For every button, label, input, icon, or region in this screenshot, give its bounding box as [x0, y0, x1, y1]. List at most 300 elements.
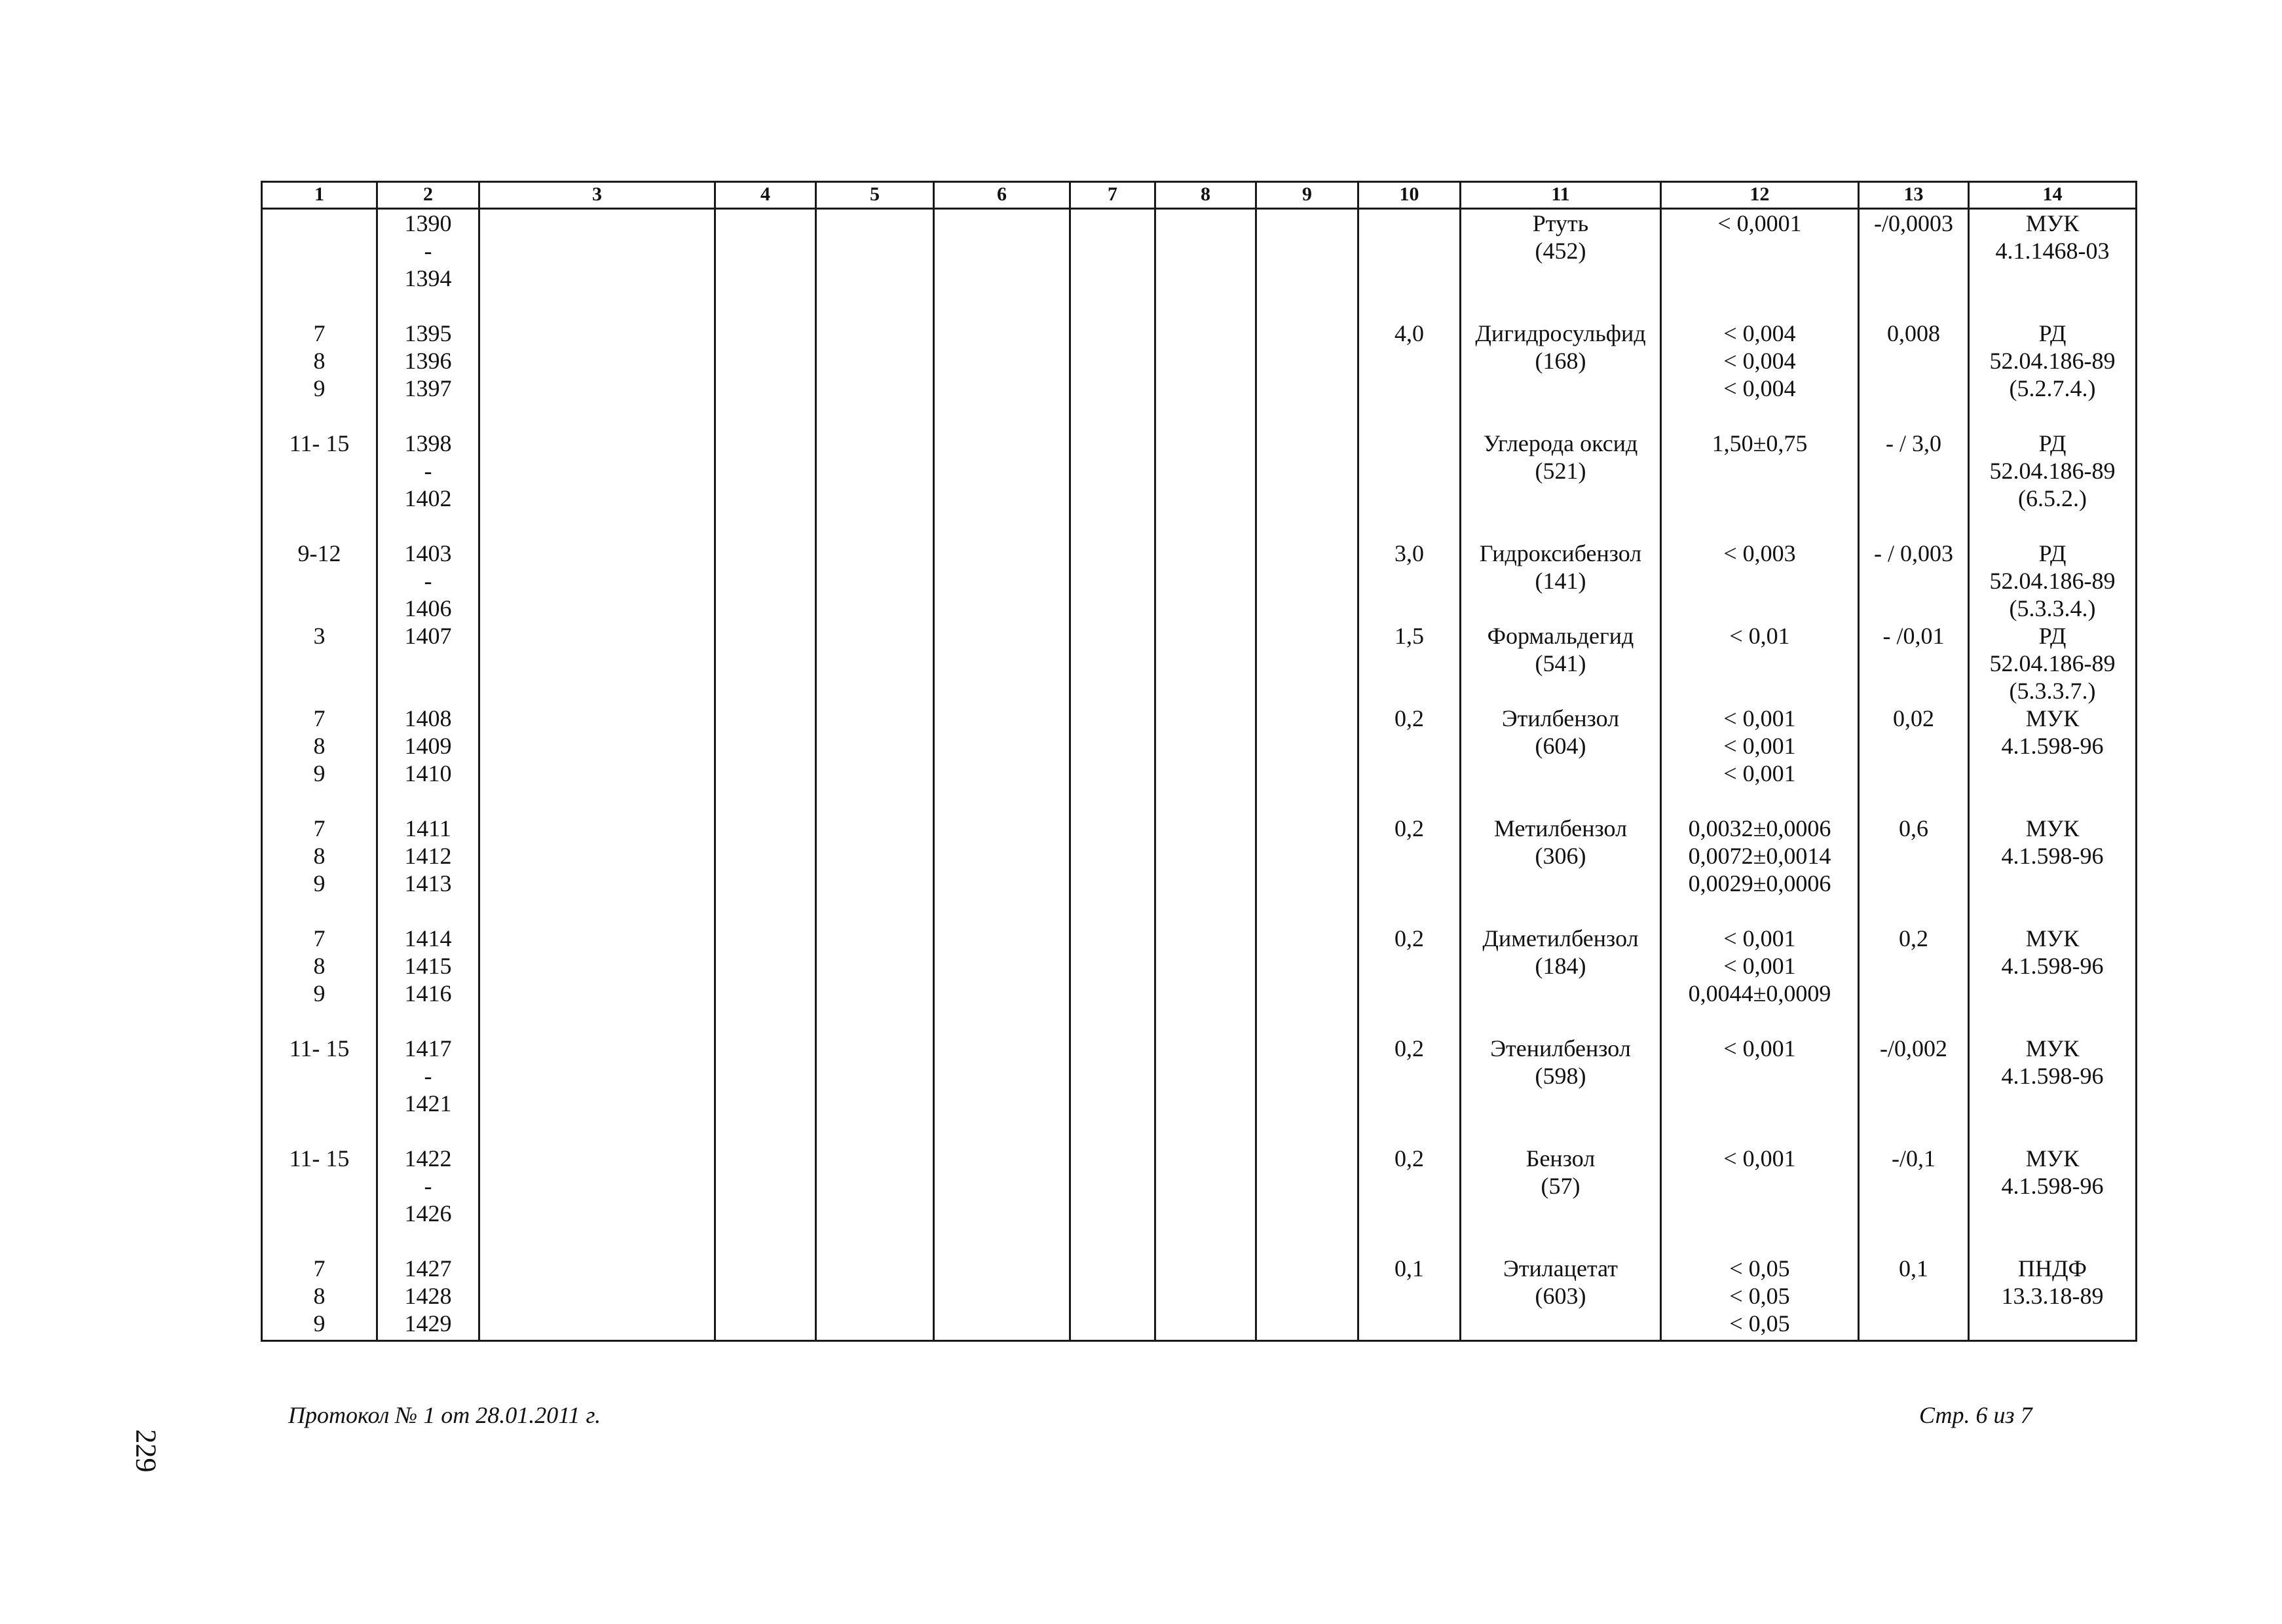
cell-col-9	[1256, 815, 1358, 925]
cell-line: МУК	[2025, 210, 2080, 236]
cell-line: Дигидросульфид	[1475, 320, 1646, 346]
cell-line: (141)	[1535, 568, 1586, 594]
table-header-row	[262, 182, 2137, 209]
cell-col-5	[816, 815, 934, 925]
cell-line: < 0,003	[1723, 540, 1796, 566]
cell-col-11	[1461, 540, 1661, 622]
cell-line: 1406	[404, 595, 452, 621]
cell-col-8	[1155, 209, 1256, 320]
cell-col-4	[715, 1145, 816, 1255]
cell-line: < 0,05	[1729, 1283, 1790, 1309]
cell-col-3	[479, 1255, 715, 1341]
cell-col-12	[1661, 1145, 1859, 1255]
cell-col-12	[1661, 430, 1859, 540]
cell-line: 4.1.598-96	[2001, 1063, 2104, 1089]
column-header-6: 6	[934, 182, 1070, 209]
cell-col-9	[1256, 540, 1358, 622]
column-header-11: 11	[1461, 182, 1661, 209]
cell-col-13	[1859, 925, 1969, 1035]
cell-col-2	[377, 1255, 479, 1341]
cell-col-11	[1461, 815, 1661, 925]
cell-col-13	[1859, 1035, 1969, 1145]
cell-col-6	[934, 1145, 1070, 1255]
column-header-4: 4	[715, 182, 816, 209]
cell-line: (168)	[1535, 348, 1586, 374]
cell-col-5	[816, 1035, 934, 1145]
cell-col-11	[1461, 1255, 1661, 1341]
cell-col-3	[479, 430, 715, 540]
cell-line: < 0,001	[1723, 953, 1796, 979]
cell-col-8	[1155, 1035, 1256, 1145]
cell-line: МУК	[2025, 815, 2080, 841]
cell-col-13	[1859, 1145, 1969, 1255]
cell-col-4	[715, 320, 816, 430]
cell-col-10	[1358, 1035, 1461, 1145]
cell-col-6	[934, 815, 1070, 925]
cell-line: -	[424, 1173, 432, 1199]
cell-col-8	[1155, 1145, 1256, 1255]
cell-col-2	[377, 1035, 479, 1145]
cell-col-1	[262, 815, 377, 925]
cell-col-7	[1070, 540, 1155, 622]
cell-line: -	[424, 1063, 432, 1089]
cell-line: (541)	[1535, 650, 1586, 676]
cell-col-10	[1358, 540, 1461, 622]
table-row	[262, 815, 2137, 925]
cell-line: 52.04.186-89	[1989, 650, 2116, 676]
cell-col-10	[1358, 622, 1461, 705]
cell-line: Бензол	[1525, 1145, 1596, 1172]
cell-col-10	[1358, 1255, 1461, 1341]
cell-line: 7	[313, 925, 326, 951]
cell-col-6	[934, 209, 1070, 320]
cell-line: 4.1.1468-03	[1995, 238, 2110, 264]
cell-col-5	[816, 705, 934, 815]
cell-col-5	[816, 1145, 934, 1255]
cell-line: < 0,001	[1723, 1035, 1796, 1061]
cell-col-2	[377, 320, 479, 430]
cell-col-1	[262, 1145, 377, 1255]
cell-col-1	[262, 622, 377, 705]
cell-col-4	[715, 622, 816, 705]
cell-col-7	[1070, 705, 1155, 815]
column-header-5: 5	[816, 182, 934, 209]
cell-col-14	[1969, 925, 2137, 1035]
cell-col-14	[1969, 320, 2137, 430]
cell-col-13	[1859, 815, 1969, 925]
cell-col-14	[1969, 430, 2137, 540]
cell-col-10	[1358, 815, 1461, 925]
table-row	[262, 1035, 2137, 1145]
data-table	[261, 181, 2137, 1342]
cell-col-9	[1256, 622, 1358, 705]
cell-line: 0,2	[1899, 925, 1928, 951]
cell-col-4	[715, 209, 816, 320]
table-row	[262, 925, 2137, 1035]
cell-line: < 0,0001	[1717, 210, 1802, 236]
cell-line: 1428	[404, 1283, 452, 1309]
cell-line: -/0,0003	[1874, 210, 1953, 236]
cell-col-12	[1661, 705, 1859, 815]
cell-line: Формальдегид	[1487, 623, 1634, 649]
cell-col-11	[1461, 209, 1661, 320]
cell-line: 1422	[404, 1145, 452, 1172]
cell-line: 0,02	[1893, 705, 1934, 731]
cell-col-12	[1661, 540, 1859, 622]
cell-col-2	[377, 705, 479, 815]
cell-col-4	[715, 1255, 816, 1341]
cell-line: < 0,004	[1723, 375, 1796, 401]
cell-line: 1416	[404, 980, 452, 1006]
cell-col-8	[1155, 622, 1256, 705]
cell-line: (306)	[1535, 843, 1586, 869]
table-row	[262, 1145, 2137, 1255]
cell-line: 0,2	[1394, 705, 1424, 731]
cell-col-3	[479, 320, 715, 430]
cell-col-6	[934, 925, 1070, 1035]
cell-col-5	[816, 320, 934, 430]
cell-line: 11- 15	[289, 430, 350, 456]
cell-line: 0,0044±0,0009	[1688, 980, 1831, 1006]
cell-line: - / 0,003	[1874, 540, 1953, 566]
cell-line: ПНДФ	[2018, 1255, 2087, 1282]
cell-col-6	[934, 622, 1070, 705]
cell-line: (184)	[1535, 953, 1586, 979]
cell-col-11	[1461, 320, 1661, 430]
cell-col-11	[1461, 1035, 1661, 1145]
cell-col-4	[715, 705, 816, 815]
cell-line: 1413	[404, 870, 452, 896]
cell-col-14	[1969, 1255, 2137, 1341]
cell-col-10	[1358, 209, 1461, 320]
cell-col-9	[1256, 1255, 1358, 1341]
cell-col-7	[1070, 622, 1155, 705]
cell-col-7	[1070, 815, 1155, 925]
cell-line: 13.3.18-89	[2001, 1283, 2104, 1309]
cell-col-7	[1070, 430, 1155, 540]
cell-line: 9-12	[297, 540, 341, 566]
cell-col-2	[377, 430, 479, 540]
cell-line: (5.3.3.7.)	[2009, 678, 2096, 704]
cell-col-14	[1969, 622, 2137, 705]
cell-col-11	[1461, 1145, 1661, 1255]
cell-line: 1409	[404, 733, 452, 759]
cell-col-8	[1155, 815, 1256, 925]
cell-col-1	[262, 705, 377, 815]
cell-line: Ртуть	[1532, 210, 1589, 236]
cell-line: Этилацетат	[1503, 1255, 1618, 1282]
cell-col-14	[1969, 1145, 2137, 1255]
cell-col-2	[377, 925, 479, 1035]
cell-line: 1417	[404, 1035, 452, 1061]
cell-col-9	[1256, 209, 1358, 320]
cell-col-6	[934, 430, 1070, 540]
cell-line: 7	[313, 320, 326, 346]
cell-col-12	[1661, 320, 1859, 430]
cell-line: Этилбензол	[1501, 705, 1620, 731]
cell-col-12	[1661, 815, 1859, 925]
cell-line: Метилбензол	[1493, 815, 1628, 841]
cell-col-1	[262, 925, 377, 1035]
cell-line: -	[424, 458, 432, 484]
column-header-3: 3	[479, 182, 715, 209]
protocol-footer: Протокол № 1 от 28.01.2011 г.	[288, 1402, 601, 1428]
cell-col-10	[1358, 320, 1461, 430]
cell-line: 8	[313, 953, 326, 979]
cell-line: < 0,004	[1723, 320, 1796, 346]
cell-col-4	[715, 430, 816, 540]
cell-line: 1390	[404, 210, 452, 236]
cell-line: 0,1	[1899, 1255, 1928, 1282]
cell-line: (5.3.3.4.)	[2009, 595, 2096, 621]
cell-line: Углерода оксид	[1483, 430, 1638, 456]
cell-line: (604)	[1535, 733, 1586, 759]
cell-col-14	[1969, 705, 2137, 815]
cell-col-14	[1969, 815, 2137, 925]
cell-col-4	[715, 815, 816, 925]
cell-col-5	[816, 925, 934, 1035]
cell-line: (521)	[1535, 458, 1586, 484]
cell-col-8	[1155, 1255, 1256, 1341]
cell-col-6	[934, 705, 1070, 815]
cell-col-7	[1070, 925, 1155, 1035]
cell-line: < 0,05	[1729, 1255, 1790, 1282]
cell-line: Этенилбензол	[1490, 1035, 1631, 1061]
cell-line: 7	[313, 1255, 326, 1282]
cell-line: 0,1	[1394, 1255, 1424, 1282]
cell-col-12	[1661, 925, 1859, 1035]
cell-col-13	[1859, 540, 1969, 622]
cell-line: 1429	[404, 1310, 452, 1337]
cell-line: 1426	[404, 1200, 452, 1227]
cell-line: - /0,01	[1882, 623, 1945, 649]
cell-line: < 0,001	[1723, 925, 1796, 951]
cell-col-13	[1859, 209, 1969, 320]
page-of-pages: Стр. 6 из 7	[1919, 1402, 2032, 1428]
cell-col-12	[1661, 622, 1859, 705]
cell-line: 52.04.186-89	[1989, 458, 2116, 484]
cell-col-11	[1461, 622, 1661, 705]
cell-col-5	[816, 540, 934, 622]
cell-col-1	[262, 540, 377, 622]
cell-line: МУК	[2025, 1145, 2080, 1172]
column-header-12: 12	[1661, 182, 1859, 209]
cell-line: -	[424, 238, 432, 264]
cell-line: 0,0072±0,0014	[1688, 843, 1831, 869]
cell-line: МУК	[2025, 705, 2080, 731]
cell-line: 4,0	[1394, 320, 1424, 346]
cell-col-7	[1070, 1255, 1155, 1341]
cell-col-6	[934, 540, 1070, 622]
cell-line: 11- 15	[289, 1035, 350, 1061]
column-header-1: 1	[262, 182, 377, 209]
cell-line: 1414	[404, 925, 452, 951]
cell-col-3	[479, 540, 715, 622]
cell-line: 1407	[404, 623, 452, 649]
table-row	[262, 540, 2137, 622]
cell-line: 4.1.598-96	[2001, 1173, 2104, 1199]
cell-col-2	[377, 540, 479, 622]
cell-col-14	[1969, 540, 2137, 622]
cell-line: РД	[2038, 430, 2067, 456]
cell-line: 1394	[404, 265, 452, 291]
cell-line: 0,2	[1394, 1145, 1424, 1172]
cell-col-8	[1155, 430, 1256, 540]
cell-col-12	[1661, 1255, 1859, 1341]
cell-col-1	[262, 1255, 377, 1341]
cell-line: 1408	[404, 705, 452, 731]
cell-col-9	[1256, 1145, 1358, 1255]
cell-line: МУК	[2025, 1035, 2080, 1061]
cell-line: 9	[313, 980, 326, 1006]
cell-col-5	[816, 1255, 934, 1341]
cell-col-11	[1461, 925, 1661, 1035]
cell-line: 0,2	[1394, 925, 1424, 951]
cell-line: < 0,001	[1723, 733, 1796, 759]
cell-line: 1403	[404, 540, 452, 566]
cell-line: 8	[313, 1283, 326, 1309]
cell-line: -/0,1	[1892, 1145, 1936, 1172]
column-header-14: 14	[1969, 182, 2137, 209]
cell-col-4	[715, 1035, 816, 1145]
cell-line: 1412	[404, 843, 452, 869]
cell-col-2	[377, 209, 479, 320]
cell-line: 1415	[404, 953, 452, 979]
cell-line: (598)	[1535, 1063, 1586, 1089]
cell-line: 9	[313, 870, 326, 896]
cell-col-2	[377, 622, 479, 705]
cell-line: 1411	[405, 815, 451, 841]
cell-line: 0,0032±0,0006	[1688, 815, 1831, 841]
cell-line: РД	[2038, 623, 2067, 649]
table-row	[262, 622, 2137, 705]
table-body	[262, 209, 2137, 1341]
cell-col-3	[479, 705, 715, 815]
cell-line: 9	[313, 760, 326, 786]
cell-col-3	[479, 1145, 715, 1255]
cell-line: 4.1.598-96	[2001, 953, 2104, 979]
cell-line: РД	[2038, 320, 2067, 346]
cell-line: 1397	[404, 375, 452, 401]
cell-line: 8	[313, 843, 326, 869]
cell-line: 1398	[404, 430, 452, 456]
cell-line: 0,0029±0,0006	[1688, 870, 1831, 896]
cell-line: 1396	[404, 348, 452, 374]
cell-col-3	[479, 1035, 715, 1145]
cell-col-3	[479, 815, 715, 925]
cell-line: 9	[313, 1310, 326, 1337]
table-row	[262, 320, 2137, 430]
column-header-10: 10	[1358, 182, 1461, 209]
table-row	[262, 1255, 2137, 1341]
cell-line: 4.1.598-96	[2001, 733, 2104, 759]
cell-col-8	[1155, 705, 1256, 815]
cell-col-1	[262, 1035, 377, 1145]
column-header-8: 8	[1155, 182, 1256, 209]
cell-line: 8	[313, 348, 326, 374]
cell-line: (57)	[1541, 1173, 1581, 1199]
cell-col-9	[1256, 320, 1358, 430]
cell-col-7	[1070, 1145, 1155, 1255]
cell-col-13	[1859, 622, 1969, 705]
cell-line: 52.04.186-89	[1989, 568, 2116, 594]
cell-col-9	[1256, 925, 1358, 1035]
cell-col-7	[1070, 320, 1155, 430]
cell-line: 3	[313, 623, 326, 649]
cell-line: -/0,002	[1880, 1035, 1947, 1061]
cell-line: 1410	[404, 760, 452, 786]
cell-line: -	[424, 568, 432, 594]
page-number: 229	[130, 1429, 162, 1473]
cell-col-13	[1859, 1255, 1969, 1341]
cell-line: 1395	[404, 320, 452, 346]
table-row	[262, 430, 2137, 540]
cell-col-6	[934, 320, 1070, 430]
column-header-9: 9	[1256, 182, 1358, 209]
cell-col-11	[1461, 705, 1661, 815]
cell-line: 0,008	[1887, 320, 1940, 346]
cell-line: < 0,001	[1723, 1145, 1796, 1172]
cell-line: 1,5	[1394, 623, 1424, 649]
cell-col-5	[816, 430, 934, 540]
cell-col-10	[1358, 430, 1461, 540]
cell-col-13	[1859, 430, 1969, 540]
cell-col-11	[1461, 430, 1661, 540]
cell-col-4	[715, 925, 816, 1035]
table-row	[262, 209, 2137, 320]
cell-line: 7	[313, 705, 326, 731]
cell-line: (5.2.7.4.)	[2009, 375, 2096, 401]
cell-line: 9	[313, 375, 326, 401]
cell-line: < 0,01	[1729, 623, 1790, 649]
column-header-13: 13	[1859, 182, 1969, 209]
cell-col-3	[479, 209, 715, 320]
cell-line: < 0,05	[1729, 1310, 1790, 1337]
cell-line: - / 3,0	[1886, 430, 1941, 456]
cell-col-12	[1661, 209, 1859, 320]
cell-col-13	[1859, 705, 1969, 815]
cell-col-6	[934, 1035, 1070, 1145]
cell-col-2	[377, 1145, 479, 1255]
cell-col-10	[1358, 925, 1461, 1035]
cell-col-8	[1155, 540, 1256, 622]
cell-col-1	[262, 320, 377, 430]
cell-line: 3,0	[1394, 540, 1424, 566]
cell-line: Гидроксибензол	[1479, 540, 1642, 566]
cell-col-3	[479, 622, 715, 705]
cell-line: (452)	[1535, 238, 1586, 264]
cell-line: 4.1.598-96	[2001, 843, 2104, 869]
cell-col-3	[479, 925, 715, 1035]
cell-col-14	[1969, 209, 2137, 320]
cell-col-6	[934, 1255, 1070, 1341]
cell-line: (6.5.2.)	[2018, 485, 2087, 511]
cell-col-2	[377, 815, 479, 925]
cell-line: Диметилбензол	[1482, 925, 1639, 951]
cell-line: (603)	[1535, 1283, 1586, 1309]
cell-col-1	[262, 209, 377, 320]
cell-col-1	[262, 430, 377, 540]
cell-col-4	[715, 540, 816, 622]
cell-col-5	[816, 622, 934, 705]
cell-col-9	[1256, 705, 1358, 815]
cell-col-14	[1969, 1035, 2137, 1145]
cell-col-9	[1256, 1035, 1358, 1145]
cell-col-7	[1070, 1035, 1155, 1145]
column-header-2: 2	[377, 182, 479, 209]
cell-line: 1427	[404, 1255, 452, 1282]
cell-col-9	[1256, 430, 1358, 540]
